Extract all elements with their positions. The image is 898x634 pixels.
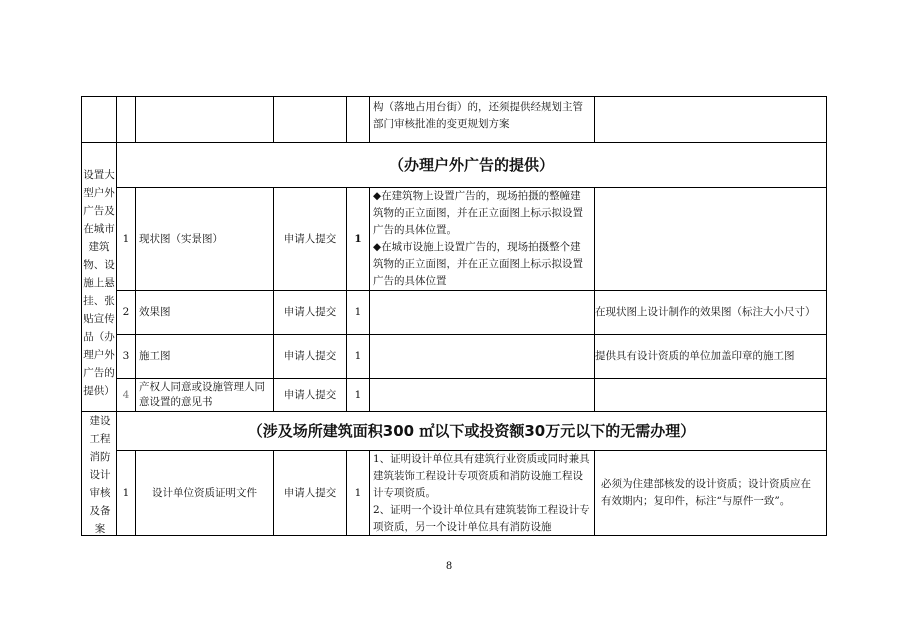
- fire-row-1-source: 申请人提交: [283, 486, 337, 499]
- table-border-top: [81, 96, 827, 97]
- table-border-right: [826, 96, 827, 535]
- grid-line: [594, 96, 595, 142]
- grid-line: [135, 96, 136, 142]
- row-1-count: 1: [354, 232, 362, 245]
- row-4-count: 1: [354, 388, 362, 401]
- fire-row-1-requirement: [370, 450, 594, 535]
- row-1-source: 申请人提交: [283, 232, 337, 245]
- fire-row-1-requirement-1: 1、证明设计单位具有建筑行业资质或同时兼具建筑装饰工程设计专项资质和消防设施工程设计专项资质。: [373, 453, 590, 499]
- page-number: 8: [445, 561, 453, 572]
- row-2-no: 2: [122, 306, 130, 318]
- row-4-source: 申请人提交: [283, 388, 337, 401]
- row-3-name: 施工图: [139, 350, 171, 362]
- row-2-name: 效果图: [139, 306, 171, 318]
- fire-row-1-no: 1: [122, 486, 130, 499]
- row-2-count: 1: [354, 306, 362, 318]
- fire-row-1-count: 1: [354, 486, 362, 499]
- row-1-no: 1: [122, 232, 130, 245]
- row-4-no: 4: [122, 388, 130, 401]
- row-3-source: 申请人提交: [283, 350, 337, 362]
- fire-row-1-requirement-2: 2、证明一个设计单位具有建筑装饰工程设计专项资质，另一个设计单位具有消防设施: [373, 504, 590, 533]
- grid-line: [273, 96, 274, 142]
- grid-line: [346, 96, 347, 142]
- row-1-name: 现状图（实景图）: [139, 232, 223, 245]
- grid-line: [116, 96, 117, 142]
- fire-row-1-name: 设计单位资质证明文件: [152, 486, 257, 499]
- row-1-requirement-1: ◆在建筑物上设置广告的，现场拍摄的整幢建筑物的正立面图，并在正立面图上标示拟设置广告的具体位置。: [373, 190, 583, 236]
- row-2-source: 申请人提交: [283, 306, 337, 318]
- top-row-requirement: 构（落地占用台街）的，还须提供经规划主管部门审核批准的变更规划方案: [373, 101, 583, 130]
- row-4-name: 产权人同意或设施管理人同意设置的意见书: [139, 381, 265, 408]
- section-outdoor-title: 设置大型户外广告及在城市建筑物、设施上悬挂、张贴宣传品（办理户外广告的提供）: [83, 169, 115, 397]
- banner-fire: （涉及场所建筑面积300 ㎡以下或投资额30万元以下的无需办理）: [247, 421, 696, 440]
- row-2-note: 在现状图上设计制作的效果图（标注大小尺寸）: [595, 306, 816, 318]
- row-3-count: 1: [354, 350, 362, 362]
- row-3-note: 提供具有设计资质的单位加盖印章的施工图: [595, 350, 795, 362]
- row-1-note: [595, 188, 826, 290]
- banner-outdoor: （办理户外广告的提供）: [388, 155, 554, 174]
- row-1-requirement: [370, 187, 594, 290]
- row-3-no: 3: [122, 350, 130, 362]
- row-1-requirement-2: ◆在城市设施上设置广告的，现场拍摄整个建筑物的正立面图，并在正立面图上标示拟设置广告的具体位置: [373, 241, 583, 287]
- section-fire-title: 建设工程消防设计审核及备案: [89, 415, 111, 535]
- fire-row-1-note: 必须为住建部核发的设计资质；设计资质应在有效期内；复印件，标注“与原件一致”。: [601, 478, 811, 507]
- row-4-note: [595, 379, 826, 411]
